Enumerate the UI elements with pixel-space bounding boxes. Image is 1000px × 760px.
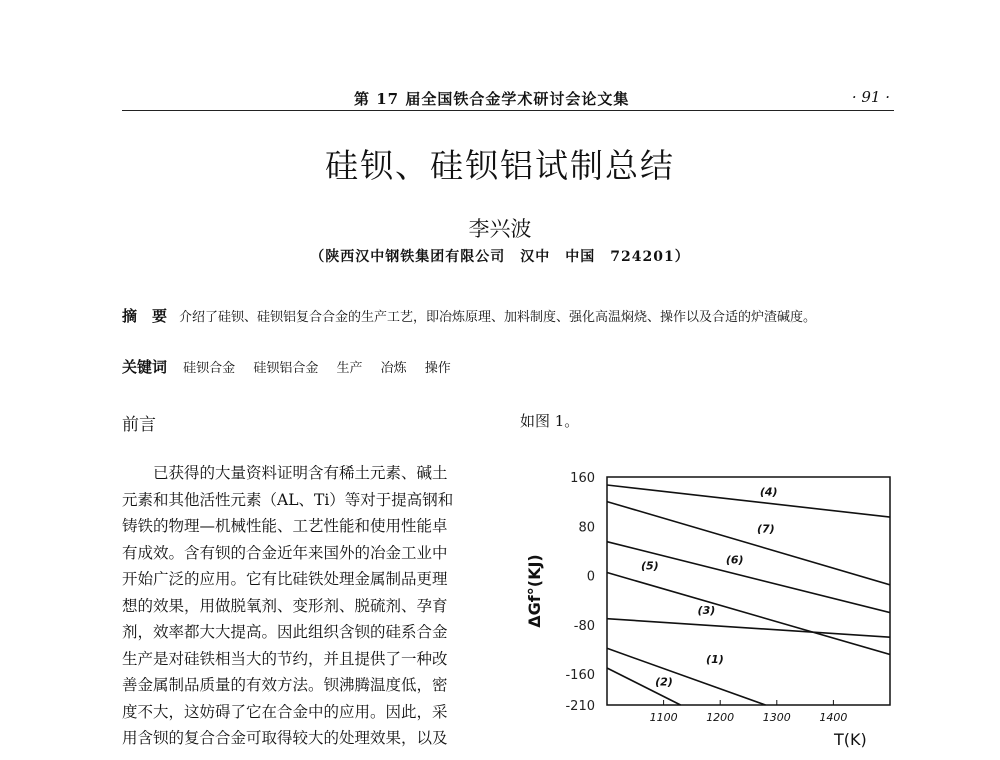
gibbs-energy-chart	[510, 465, 900, 760]
x-axis-label: T(K)	[834, 730, 867, 749]
y-tick-label: 0	[586, 569, 595, 585]
series-line	[607, 485, 890, 517]
journal-title: 第 17 届全国铁合金学术研讨会论文集	[354, 90, 630, 108]
body-line: 想的效果，用做脱氧剂、变形剂、脱硫剂、孕育	[122, 596, 448, 615]
curve-label: (7)	[756, 522, 775, 536]
curve-label: (2)	[655, 675, 673, 689]
body-line: 开始广泛的应用。它有比硅铁处理金属制品更理	[122, 570, 448, 588]
y-tick-label: -210	[565, 699, 595, 714]
series-line	[607, 648, 766, 705]
body-line: 剂，效率都大大提高。因此组织含钡的硅系合金	[122, 623, 448, 641]
abstract	[122, 303, 894, 331]
section-heading: 前言	[122, 415, 156, 435]
figure-reference: 如图 1。	[520, 412, 580, 430]
curve-label: (1)	[706, 653, 724, 667]
series-line	[607, 542, 890, 613]
keyword: 操作	[424, 361, 451, 376]
body-line: 度不大，这妨碍了它在合金中的应用。因此，采	[122, 702, 448, 721]
series-line	[607, 619, 890, 638]
keyword: 生产	[336, 361, 363, 376]
paper-title: 硅钡、硅钡铝试制总结	[325, 146, 675, 185]
body-line: 生产是对硅铁相当大的节约，并且提供了一种改	[122, 649, 448, 668]
body-line: 有成效。含有钡的合金近年来国外的冶金工业中	[122, 543, 448, 562]
y-tick-label: -160	[565, 668, 595, 684]
y-tick-label: -80	[573, 618, 595, 634]
body-line: 用含钡的复合合金可取得较大的处理效果，以及	[122, 729, 448, 747]
plot-frame	[607, 477, 890, 705]
curve-label: (6)	[725, 553, 744, 567]
x-tick-label: 1200	[706, 711, 735, 724]
curve-label: (5)	[640, 559, 659, 573]
series-line	[607, 573, 890, 655]
page-number: · 91 ·	[851, 88, 890, 106]
body-line: 元素和其他活性元素（AL、Ti）等对于提高钢和	[122, 490, 454, 509]
abstract-text: 介绍了硅钡、硅钡铝复合合金的生产工艺，即冶炼原理、加料制度、强化高温焖烧、操作以及合适的炉渣碱度。	[179, 310, 817, 325]
keyword: 硅钡铝合金	[253, 361, 319, 376]
y-tick-label: 80	[578, 520, 595, 536]
keyword: 硅钡合金	[183, 361, 236, 376]
body-line: 已获得的大量资料证明含有稀土元素、碱土	[153, 464, 448, 482]
body-line: 善金属制品质量的有效方法。钡沸腾温度低，密	[122, 676, 448, 694]
curve-label: (4)	[759, 485, 778, 499]
x-tick-label: 1400	[819, 711, 848, 724]
x-tick-label: 1100	[649, 711, 678, 724]
author-name: 李兴波	[468, 217, 532, 241]
running-header	[122, 80, 894, 111]
y-tick-label: 160	[570, 471, 595, 486]
body-text	[122, 460, 494, 752]
x-tick-label: 1300	[762, 711, 791, 724]
keywords-label: 关键词	[122, 358, 168, 376]
keyword: 冶炼	[380, 361, 407, 376]
y-axis-label: ΔGf°(KJ)	[525, 554, 544, 628]
curve-label: (3)	[697, 603, 716, 617]
keywords	[122, 356, 894, 377]
abstract-label: 摘 要	[122, 307, 168, 325]
body-line: 铸铁的物理—机械性能、工艺性能和使用性能卓	[122, 517, 448, 535]
author-affiliation: （陕西汉中钢铁集团有限公司 汉中 中国 724201）	[310, 249, 690, 265]
